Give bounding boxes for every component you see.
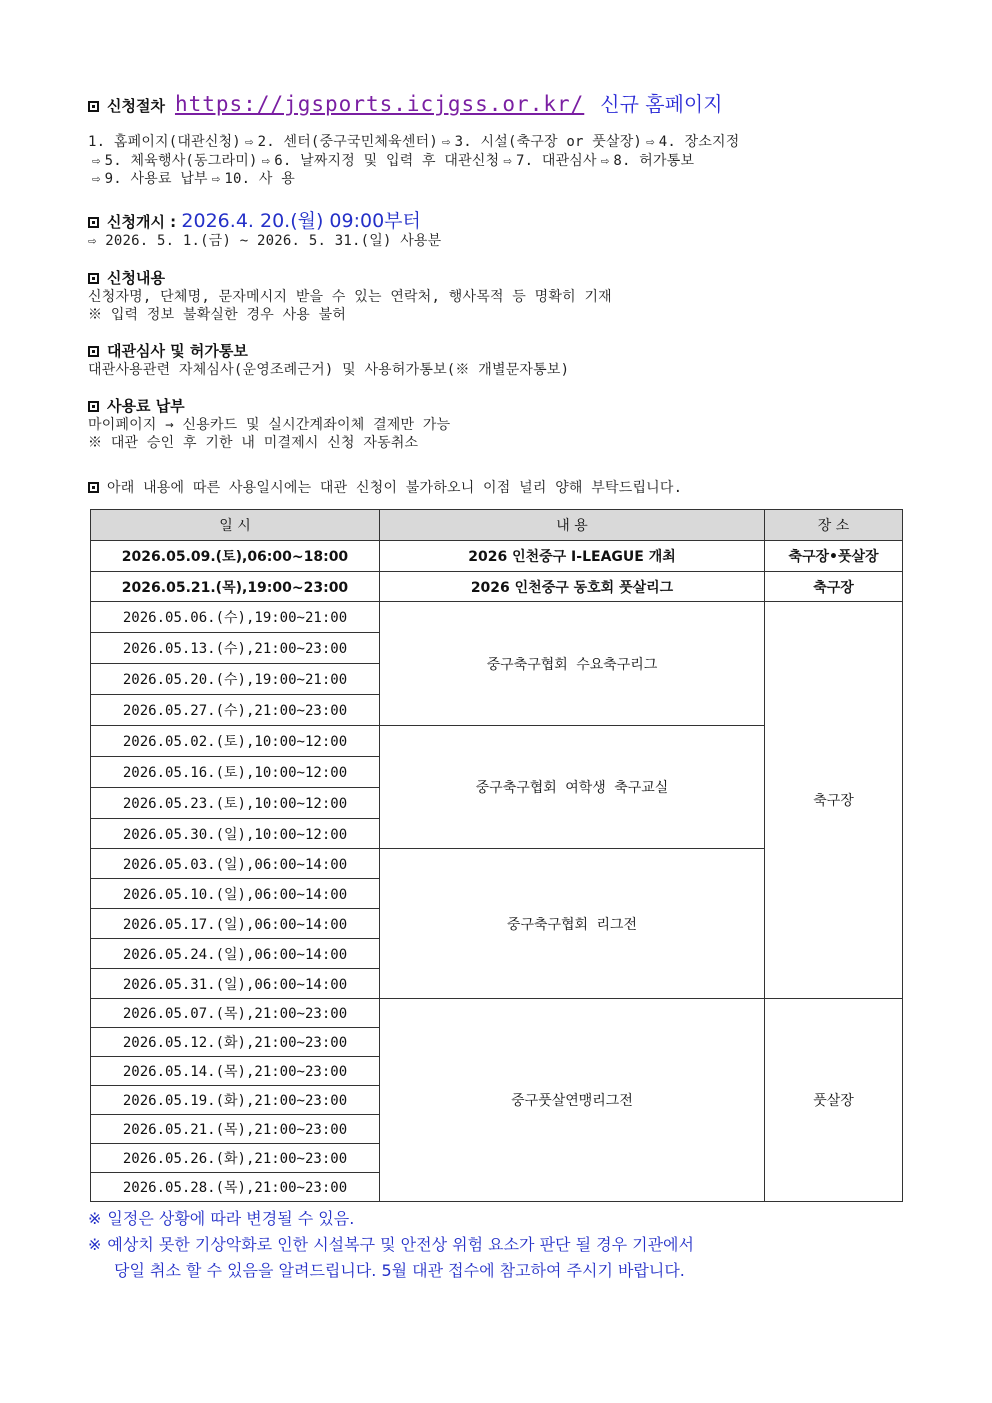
- usage-period: ⇨ 2026. 5. 1.(금) ~ 2026. 5. 31.(일) 사용분: [88, 233, 442, 249]
- fee-payment-note: ※ 대관 승인 후 기한 내 미결제시 신청 자동취소: [88, 435, 419, 451]
- step-text: 9. 사용료 납부: [104, 171, 208, 187]
- section-review-notice: [88, 340, 248, 361]
- step-text: 8. 허가통보: [613, 153, 695, 169]
- step-text: 7. 대관심사: [515, 153, 597, 169]
- section-apply-procedure: [88, 88, 723, 117]
- table-row: [91, 572, 903, 602]
- header-datetime: 일 시: [91, 510, 380, 541]
- square-bullet-icon: [88, 101, 99, 112]
- date-cell: 2026.05.28.(목),21:00~23:00: [91, 1173, 380, 1202]
- date-cell: 2026.05.19.(화),21:00~23:00: [91, 1086, 380, 1115]
- date-cell: 2026.05.06.(수),19:00~21:00: [91, 602, 380, 633]
- date-cell: 2026.05.03.(일),06:00~14:00: [91, 849, 380, 879]
- content-cell: 중구축구협회 여학생 축구교실: [380, 726, 765, 849]
- table-row: [91, 541, 903, 572]
- arrow-right-icon: ⇨: [503, 153, 512, 169]
- fee-payment-line: 마이페이지 → 신용카드 및 실시간계좌이체 결제만 가능: [88, 417, 451, 433]
- schedule-body: [91, 541, 903, 1202]
- review-notice-line: 대관사용관련 자체심사(운영조례근거) 및 사용허가통보(※ 개별문자통보): [88, 362, 570, 378]
- arrow-right-icon: ⇨: [211, 171, 221, 187]
- place-cell: 축구장: [765, 602, 903, 999]
- date-cell: 2026.05.27.(수),21:00~23:00: [91, 695, 380, 726]
- section-apply-start: [88, 206, 421, 233]
- section-fee-payment: [88, 395, 185, 416]
- date-cell: 2026.05.26.(화),21:00~23:00: [91, 1144, 380, 1173]
- step-text: 3. 시설(축구장 or 풋살장): [454, 134, 643, 150]
- content-cell: 중구축구협회 수요축구리그: [380, 602, 765, 726]
- section-title: 신청내용: [107, 269, 165, 287]
- section-title: 신청절차: [107, 97, 165, 115]
- square-bullet-icon: [88, 346, 99, 357]
- section-apply-content: [88, 267, 165, 288]
- homepage-note: 신규 홈페이지: [600, 92, 723, 116]
- date-cell: 2026.05.24.(일),06:00~14:00: [91, 939, 380, 969]
- steps-line-3: [92, 168, 295, 188]
- footnote-text: 일정은 상황에 따라 변경될 수 있음.: [107, 1209, 355, 1228]
- arrow-right-icon: ⇨: [261, 153, 271, 169]
- step-text: 10. 사 용: [224, 171, 296, 187]
- date-cell: 2026.05.23.(토),10:00~12:00: [91, 788, 380, 819]
- step-text: 4. 장소지정: [658, 134, 740, 150]
- section-title: 대관심사 및 허가통보: [107, 342, 248, 360]
- date-cell: 2026.05.09.(토),06:00~18:00: [91, 541, 380, 572]
- header-place: 장 소: [765, 510, 903, 541]
- header-content: 내 용: [380, 510, 765, 541]
- square-bullet-icon: [88, 273, 99, 284]
- unavailable-notice: [88, 477, 682, 497]
- step-text: 5. 체육행사(동그라미): [104, 153, 258, 169]
- arrow-right-icon: ⇨: [600, 153, 610, 169]
- square-bullet-icon: [88, 401, 99, 412]
- date-cell: 2026.05.13.(수),21:00~23:00: [91, 633, 380, 664]
- date-cell: 2026.05.30.(일),10:00~12:00: [91, 819, 380, 849]
- homepage-link[interactable]: https://jgsports.icjgss.or.kr/: [174, 92, 585, 116]
- date-cell: 2026.05.20.(수),19:00~21:00: [91, 664, 380, 695]
- date-cell: 2026.05.21.(목),21:00~23:00: [91, 1115, 380, 1144]
- arrow-right-icon: ⇨: [244, 134, 254, 150]
- apply-content-line: 신청자명, 단체명, 문자메시지 받을 수 있는 연락처, 행사목적 등 명확히 기재: [88, 289, 612, 305]
- schedule-table: [90, 509, 903, 1202]
- arrow-right-icon: ⇨: [646, 134, 655, 150]
- date-cell: 2026.05.02.(토),10:00~12:00: [91, 726, 380, 757]
- arrow-right-icon: ⇨: [92, 153, 101, 169]
- date-cell: 2026.05.10.(일),06:00~14:00: [91, 879, 380, 909]
- section-title: 신청개시 :: [107, 213, 177, 231]
- reference-mark-icon: ※: [88, 1209, 102, 1228]
- table-header-row: [91, 510, 903, 541]
- date-cell: 2026.05.14.(목),21:00~23:00: [91, 1057, 380, 1086]
- apply-content-note: ※ 입력 정보 불확실한 경우 사용 불허: [88, 307, 347, 323]
- footnote-2: [88, 1232, 694, 1255]
- date-cell: 2026.05.07.(목),21:00~23:00: [91, 999, 380, 1028]
- content-cell: 2026 인천중구 동호회 풋살리그: [380, 572, 765, 602]
- reference-mark-icon: ※: [88, 1235, 102, 1254]
- place-cell: 축구장•풋살장: [765, 541, 903, 572]
- place-cell: 축구장: [765, 572, 903, 602]
- steps-line-2: [92, 150, 694, 170]
- date-cell: 2026.05.21.(목),19:00~23:00: [91, 572, 380, 602]
- step-text: 6. 날짜지정 및 입력 후 대관신청: [274, 153, 500, 169]
- date-cell: 2026.05.31.(일),06:00~14:00: [91, 969, 380, 999]
- steps-line-1: [88, 131, 740, 151]
- content-cell: 중구풋살연맹리그전: [380, 999, 765, 1202]
- apply-start-datetime: 2026.4. 20.(월) 09:00부터: [181, 210, 421, 232]
- notice-text: 아래 내용에 따른 사용일시에는 대관 신청이 불가하오니 이점 널리 양해 부탁드립니다.: [107, 480, 683, 496]
- table-row: [91, 602, 903, 633]
- date-cell: 2026.05.17.(일),06:00~14:00: [91, 909, 380, 939]
- section-title: 사용료 납부: [107, 397, 185, 415]
- step-text: 2. 센터(중구국민체육센터): [257, 134, 438, 150]
- step-text: 1. 홈페이지(대관신청): [88, 134, 241, 150]
- arrow-right-icon: ⇨: [92, 171, 101, 187]
- content-cell: 중구축구협회 리그전: [380, 849, 765, 999]
- square-bullet-icon: [88, 217, 99, 228]
- footnote-1: [88, 1206, 354, 1229]
- square-bullet-icon: [88, 482, 99, 493]
- table-row: [91, 999, 903, 1028]
- date-cell: 2026.05.16.(토),10:00~12:00: [91, 757, 380, 788]
- arrow-right-icon: ⇨: [441, 134, 451, 150]
- footnote-2-continued: 당일 취소 할 수 있음을 알려드립니다. 5월 대관 접수에 참고하여 주시기 바랍니다.: [114, 1261, 685, 1280]
- footnote-text: 예상치 못한 기상악화로 인한 시설복구 및 안전상 위험 요소가 판단 될 경우 기관에서: [107, 1235, 694, 1254]
- content-cell: 2026 인천중구 I-LEAGUE 개최: [380, 541, 765, 572]
- date-cell: 2026.05.12.(화),21:00~23:00: [91, 1028, 380, 1057]
- place-cell: 풋살장: [765, 999, 903, 1202]
